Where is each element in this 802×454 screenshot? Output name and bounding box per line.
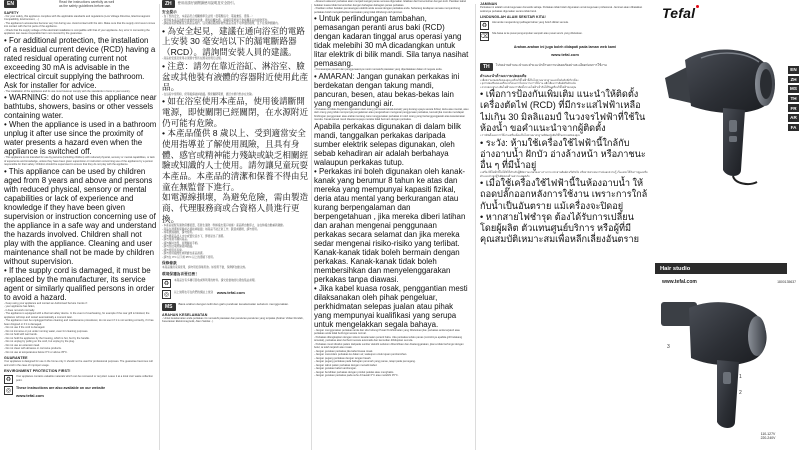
- category-bar: Hair studio: [655, 263, 787, 274]
- ms-environment-text-1: Alat anda mengandungi pelbagai bahan yang boleh dikitar semula.: [492, 21, 569, 24]
- voltage-info: 110-127V 220-240V: [760, 432, 776, 441]
- column-english: [4, 0, 157, 454]
- cover-panel: [655, 0, 802, 454]
- ms-environment-row: [480, 21, 650, 30]
- ms-safety-title: ARAHAN KESELAMATAN: [162, 312, 208, 317]
- zh-usage-list: - 本產品裝配有過熱保護裝置，若發生過熱（例如後出風口堵塞）產品將自動停止，並在稍後自動重新啟動。 - 產品在清潔和保養前必須拔掉插頭；如產品不能正常工作、跌落或損壞，請勿使用。 - 如電源線損壞，請勿使用。 - 請勿將產品浸入水中或置於流水下，即使是為了清潔。 - 請勿用濕手握持產品。 - 請勿握持外殼，而應握持手柄。 - 請勿拉扯電源線拔掉插頭。 - 請勿使用延長線。 - 請勿使用腐蝕性或研磨性產品清潔。 - 請勿在 0°C 以下或 35°C 以上的環境下使用。: [162, 224, 286, 259]
- website-link[interactable]: www.tefal.com: [16, 392, 44, 398]
- zh-website-link[interactable]: www.tefal.com: [216, 289, 245, 295]
- column-chinese: [162, 0, 309, 454]
- tefal-logo: Tefal: [662, 5, 699, 21]
- ms-fine-2: - Aksesori-aksesori perkakas akan menjadi sangat panas semasa digunakan. Elakkan dari bersentuhan dengan kulit. Pastikan kabel bekalan kuasa tidak bersentuhan dengan bahagian-bahagian panas perkakas. - Pastikan voltan bekalan pemasangan elektrik anda sesuai dengan perkakas anda. Sebarang kesilapan semasa menyambung perkakas boleh mengakibatkan kerosakan yang tidak dilindungi oleh jaminan.: [314, 0, 466, 14]
- zh-cord-warning: 如電源線損壞，為避免危險，需由製造商、代理服務商或合資格人員進行更換。: [162, 192, 309, 224]
- ms-head: Baca arahan dengan teliti dan garis panduan keselamatan sebelum menggunakan.: [178, 301, 289, 306]
- zh-fine-3: - 在浴室中使用時，使用後請拔掉插頭。即使關閉電源，靠近水源仍然存在危險。: [162, 92, 255, 96]
- th-rcd-warning: • เพื่อการป้องกันเพิ่มเติม แนะนำให้ติดตั้งเครื่องตัดไฟ (RCD) ที่มีกระแสไฟฟ้าเหลือไม่เกิน 30 มิลลิแอมป์ ในวงจรไฟฟ้าที่ใช้ในห้องน้ำ ขอคำแนะนำจากผู้ติดตั้ง: [480, 89, 646, 133]
- lang-index-zh[interactable]: ZH: [788, 76, 799, 84]
- column-malay: [314, 0, 470, 454]
- ms-install-note: - Pemasangan peranti dan penggunaannya mesti mematuhi piawaian yang diperkatakan dalam di negara anda.: [314, 68, 443, 71]
- zh-web-note: 以上說明也可在我們的網站上找到: [174, 290, 213, 294]
- ms-cord-warning: • Jika kabel kuasa rosak, penggantian mesti dilaksanakan oleh pihak pengeluar, perkhidmatan selepas jualan atau pihak yang mempunyai kualifikasi yang serupa untuk mengelakkan segala bahaya.: [314, 283, 468, 329]
- product-code: 1800135637: [777, 280, 796, 284]
- web-note: These instructions are also available on our website: [16, 386, 106, 391]
- zh-website-row: [162, 290, 309, 299]
- bath-warning: • WARNING: do not use this appliance near bathtubs, showers, basins or other vessels containing water.: [4, 93, 157, 121]
- lang-tag-zh: ZH: [162, 0, 175, 8]
- lang-index-ar[interactable]: AR: [788, 114, 799, 122]
- environment-title: ENVIRONMENT PROTECTION FIRST!: [4, 369, 71, 374]
- safety-fine-1: - For your safety, this appliance complies with the applicable standards and regulations (Low Voltage Directive, Electromagnetic Compatibility, Environment, ...) - The appliance's accessories become very hot during use. Avoid contact with the skin. Make sure that the supply cord never comes into contact with the hot parts of the appliance. - Check that the supply voltage of the electrical installation is compatible with that of your appliance. Any error in connecting the appliance can cause irreparable harm not covered by the guarantee.: [4, 14, 156, 36]
- recycle-icon: ♻: [5, 377, 12, 384]
- th-fine-1: • เพื่อความปลอดภัยของคุณ เครื่องใช้ไฟฟ้านี้เป็นไปตามมาตรฐานและข้อบังคับที่เกี่ยวข้อง • อุปกรณ์เสริมของเครื่องจะร้อนมากในระหว่างการใช้งาน หลีกเลี่ยงการสัมผัสกับผิวหนัง • ตรวจสอบว่าแรงดันไฟฟ้าของการติดตั้งระบบไฟฟ้าเข้ากันได้กับเครื่องใช้ไฟฟ้าของคุณ: [480, 78, 579, 89]
- ms-bathroom-warning: Apabila perkakas digunakan di dalam bilik mandi, tanggalkan perkakas daripada sumber elektrik selepas digunakan, oleh sebab kehadiran air adalah berbahaya walaupun perkakas tutup.: [314, 121, 461, 167]
- header-note: Read the instructions carefully as well as the safety guidelines before use.: [59, 0, 115, 9]
- ms-usage-list: - Jangan menggunakan perkakas anda dan sila hubungi Pusat Perkhidmatan yang Diluluskan jika: perkakas anda terjatuh atau perkakas anda tidak berfungsi secara normal. - Perkakas dilengkapkan dengan sistem keselamatan peranti haba. Jika perkakas terlalu panas (contohnya apabila grill belakang tersekat), perkakas akan berhenti secara automatik dan kemudian dihidupkan semula. - Perkakas mesti dicabut palam daripada sumber elektrik sebelum dibersihkan dan diselenggarakan, jika ia tidak berfungsi dengan betul, ia telah terjatuh atau rosak. - Jangan gunakan perkakas jika kabel kuasa rosak. - Jangan merendam perkakas ke dalam air, walaupun untuk tujuan pembersihan. - Jangan pegang perkakas dengan tangan basah. - Jangan pegang perkakas pada bahagian perumah yang panas, tetapi pada pemegang. - Jangan cabut palam perkakas dengan menarik kabel. - Jangan gunakan kabel sambungan. - Jangan bersihkan perkakas dengan produk pelelas atau menghakis. - Jangan gunakan perkakas pada suhu di bawah 0°C atau melebihi 35°C.: [314, 328, 464, 377]
- svg-text:1: 1: [739, 374, 742, 380]
- th-bath-warning: • ระวัง: ห้ามใช้เครื่องใช้ไฟฟ้านี้ใกล้กับอ่างอาบน้ำ ฝักบัว อ่างล้างหน้า หรือภาชนะอื่น ๆ ที่มีน้ำอยู่: [480, 137, 646, 170]
- lang-tag-ms: MS: [162, 303, 176, 311]
- cord-warning: • If the supply cord is damaged, it must be replaced by the manufacturer, its service agent or similarly qualified persons in order to avoid a hazard.: [4, 265, 155, 302]
- th-safety-title: คำแนะนำด้านความปลอดภัย: [480, 73, 527, 78]
- lang-index-th[interactable]: TH: [788, 95, 799, 103]
- th-capability-note: • เครื่องใช้ไฟฟ้านี้ไม่ได้มีไว้สำหรับผู้ที่มีความบกพร่องทางร่างกาย ประสาทสัมผัส หรือจิตใจ หรือขาดประสบการณ์และความรู้ เว้นแต่จะได้รับการดูแลหรือคำแนะนำจากผู้รับผิดชอบด้านความปลอดภัย: [480, 171, 648, 178]
- lang-tag-th: TH: [480, 63, 493, 71]
- ms-web-note: Arahan-arahan ini juga boleh didapati pada laman web kami: [513, 45, 617, 49]
- environment-text: Your appliance contains valuable materials which can be recovered or recycled. Leave it at a local civic waste collection point.: [16, 375, 154, 382]
- zh-guarantee-title: 保修條款: [162, 261, 177, 266]
- lang-index-fr[interactable]: FR: [788, 104, 799, 112]
- safety-title: SAFETY: [4, 10, 19, 15]
- zh-safety-title: 安全提示: [162, 10, 177, 14]
- ms-rcd-warning: • Untuk perlindungan tambahan, pemasangan peranti arus baki (RCD) dengan kadaran tinggal arus operasi yang tidak melebihi 30 mA dicadangkan untuk litar elektrik di bilik mandi. Sila tanya nasihat pemasang.: [314, 14, 469, 68]
- divider: [475, 4, 476, 450]
- hair-dryer-illustration: [661, 38, 783, 188]
- zh-install-note: - 產品的安裝及使用必須遵守您所在國家的現行法規。: [162, 57, 224, 61]
- ms-children-warning: • Perkakas ini boleh digunakan oleh kanak-kanak yang berumur 8 tahun ke atas dan mereka yang mempunyai kapasiti fizikal, deria atau mental yang berkurangan atau kurang berpengalaman dan berpengetahuan , jika mereka diberi latihan dan arahan mengenai penggunaan perkakas secara selamat dan jika mereka sedar mengenai risiko-risiko yang terlibat. Kanak-kanak tidak boleh bermain dengan perkakas. Kanak-kanak tidak boleh membersihkan dan menyelenggarakan perkakas tanpa diawasi.: [314, 166, 466, 284]
- recycle-icon: ♻: [163, 280, 170, 287]
- th-install-note: • การติดตั้งและการใช้งานเครื่องต้องเป็นไปตามมาตรฐานที่มีผลบังคับใช้ในประเทศของคุณ: [480, 134, 580, 138]
- hair-dryer-detail-illustration: [659, 298, 779, 438]
- ms-environment-row-2: [480, 32, 650, 41]
- ms-bath-warning: • AMARAN: Jangan gunakan perkakas ini berdekatan dengan takung mandi, pancuran, besen, atau bekas-bekas lain yang mengandungi air.: [314, 71, 460, 108]
- svg-text:3: 3: [667, 344, 670, 350]
- language-index: [788, 66, 799, 131]
- column-thai: [480, 0, 650, 454]
- zh-environment-row: [162, 279, 309, 288]
- guarantee-title: GUARANTEE: [4, 356, 28, 361]
- ms-website-link[interactable]: www.tefal.com: [551, 51, 579, 57]
- zh-environment-title: 環境保護為首要任務！: [162, 271, 199, 276]
- ms-guarantee-title: JAMINAN: [480, 2, 498, 6]
- guarantee-text: Your appliance is designed for use in the home only. It should not be used for professional purposes. The guarantee becomes null and void in the case of improper usage.: [4, 360, 153, 367]
- capability-note: - This appliance is not intended for use by persons (including children) with reduced physical, sensory or mental capabilities, or lack of experience and knowledge, unless they have been given supervision or instruction concerning use of the appliance by a person responsible for their safety. Children should be supervised to ensure that they do not play with the appliance.: [4, 156, 155, 167]
- svg-text:2: 2: [739, 390, 742, 396]
- zh-bathroom-warning: • 如在浴室使用本產品，使用後請斷開電源，即使關閉已經關閉，在水源附近仍可能有危險。: [162, 96, 309, 128]
- children-warning: • This appliance can be used by children aged from 8 years and above and persons with reduced physical, sensory or mental capabilities or lack of experience and knowledge if they have been given supervision or instruction concerning use of the appliance in a safe way and understand the hazards involved. Children shall not play with the appliance. Cleaning and user maintenance shall not be made by children without supervision.: [4, 166, 157, 266]
- th-cord-warning: • หากสายไฟชำรุด ต้องได้รับการเปลี่ยนโดยผู้ผลิต ตัวแทนศูนย์บริการ หรือผู้ที่มีคุณสมบัติเหมาะสมเพื่อหลีกเลี่ยงอันตราย: [480, 211, 639, 245]
- recycle-icon: ♻: [481, 23, 488, 29]
- globe-icon: ◎: [163, 291, 170, 298]
- trash-icon: ⌫: [480, 34, 489, 40]
- lang-index-en[interactable]: EN: [788, 66, 799, 74]
- usage-list: - Keep using your appliance and contact an Authorised Service Centre if: - your appliance has fallen, - it does not work normally. - The appliance is equipped with a thermal safety device. In the event of overheating, for example if the rear grill is blocked, the appliance will stop and restart automatically a moment later. - The appliance must be unplugged before cleaning and maintenance procedures; do not use it if it is not working correctly, if it has been dropped or if it is damaged. - Do not use if the cord is damaged. - Do not immerse or put under running water, even for cleaning purposes. - Do not hold with wet hands. - Do not hold the appliance by the housing, which is hot, but by the handle. - Do not unplug by pulling on the cord, but unplug by the plug. - Do not use an extension lead. - Do not clean with abrasive or corrosive products. - Do not use at temperatures below 0°C or above 35°C.: [4, 301, 154, 354]
- ms-capability-note: - Perkakas ini tidak disyorkan digunakan oleh orang (termasuk kanak-kanak) yang kurang upaya secara fizikal, deria atau mental, atau oleh orang yang tidak mempunyai pengalaman atau pengetahuan mengenai penggunaan perkakas, kecuali jika mereka mendapat bimbingan penggunaan atau arahan tentang cara menggunakan perkakas ini oleh orang yang bertanggungjawab atas keselamatan mereka. Kanak-kanak mesti diawasi supaya mereka tidak bermain dengan perkakas.: [314, 107, 469, 121]
- cover-website[interactable]: www.tefal.com: [662, 279, 697, 285]
- ms-environment-title: LINDUNGILAH ALAM SEKITAR KITA!: [480, 15, 546, 19]
- zh-children-warning: • 本產品僅供 8 歲以上、受到適當安全使用指導並了解使用風險，且具有身體、感官或精神能力殘缺或缺乏相關經驗或知識的人士使用。請勿讓兒童玩耍本產品。本產品的清潔和保養不得由兒童在無監督下進行。: [162, 128, 309, 192]
- zh-head: 使用前請仔細閱讀使用說明及安全指引。: [177, 1, 238, 5]
- website-row: [4, 386, 157, 398]
- zh-guarantee-text: 本產品僅供家庭使用，請勿用於商業用途。如使用不當，保修將自動失效。: [162, 266, 248, 270]
- lang-index-fa[interactable]: FA: [788, 124, 799, 132]
- th-bathroom-warning: • เมื่อใช้เครื่องใช้ไฟฟ้านี้ในห้องอาบน้ำ ให้ถอดปลั๊กออกหลังการใช้งาน เพราะการใกล้กับน้ำเป็นอันตราย แม้เครื่องจะปิดอยู่: [480, 178, 648, 211]
- th-head: โปรดอ่านคำแนะนำและคำแนะนำด้านความปลอดภัยอย่างละเอียดก่อนการใช้งาน: [495, 62, 607, 67]
- ms-guarantee-text: Perkakas ini adalah untuk kegunaan domestik sahaja. Perkakas tidak boleh digunakan untuk kegunaan profesional. Jaminan akan dibatalkan sekiranya perkakas digunakan secara tidak betul.: [480, 6, 643, 13]
- bathroom-unplug-warning: • When the appliance is used in a bathroom unplug it after use since the proximity of water presents a hazard even when the appliance is switched off.: [4, 120, 157, 157]
- zh-bath-warning: • 注意：請勿在靠近浴缸、淋浴室、臉盆或其他裝有液體的容器附近使用此產品。: [162, 60, 309, 93]
- globe-icon: ◎: [5, 388, 12, 395]
- lang-index-ms[interactable]: MS: [788, 85, 799, 93]
- divider: [159, 4, 160, 450]
- ms-environment-text-2: Sila bawa ia ke pusat pengumpulan sampah atau pusat servis yang diluluskan.: [492, 32, 583, 35]
- rcd-warning: • For additional protection, the installation of a residual current device (RCD) having a rated residual operating current not exceeding 30 mA is advisable in the electrical circuit supplying the bathroom. Ask for installer for advice.: [4, 35, 156, 90]
- install-note: - The installation of the appliance and its use must however comply with the standards in force in your country.: [4, 89, 131, 93]
- lang-tag-en: EN: [4, 0, 17, 8]
- environment-row: [4, 375, 157, 384]
- zh-rcd-warning: • 為安全起見，建議在通向浴室的電路上安裝 30 毫安培以下的漏電斷路器 （RCD）。請詢問安裝人員的建議。: [162, 25, 305, 57]
- zh-environment-text: 本產品含有多種可回收或再利用的材料。請交給當地的垃圾收集站處理。: [174, 278, 257, 282]
- ms-fine-1: - Untuk keselamatan anda perkakas ini mematuhi piawaian dan peraturan-peraturan yang terpakai (Arahan Voltan Rendah, Keserasian Elektromagnetik, Alam Sekitar...): [162, 316, 304, 324]
- divider: [311, 4, 312, 450]
- zh-fine-1: - 為了您的安全，本產品符合相關標準及法規（低電壓指令、電磁兼容、環保...） - 使用時本產品的配件會變得非常燙，避免接觸皮膚。請確保電源線不會接觸產品的發熱部件。 - 請檢查電源電壓是否與產品相符。任何連接錯誤都會對產品造成不可修復的損壞，且不在保修範圍內。: [162, 15, 281, 25]
